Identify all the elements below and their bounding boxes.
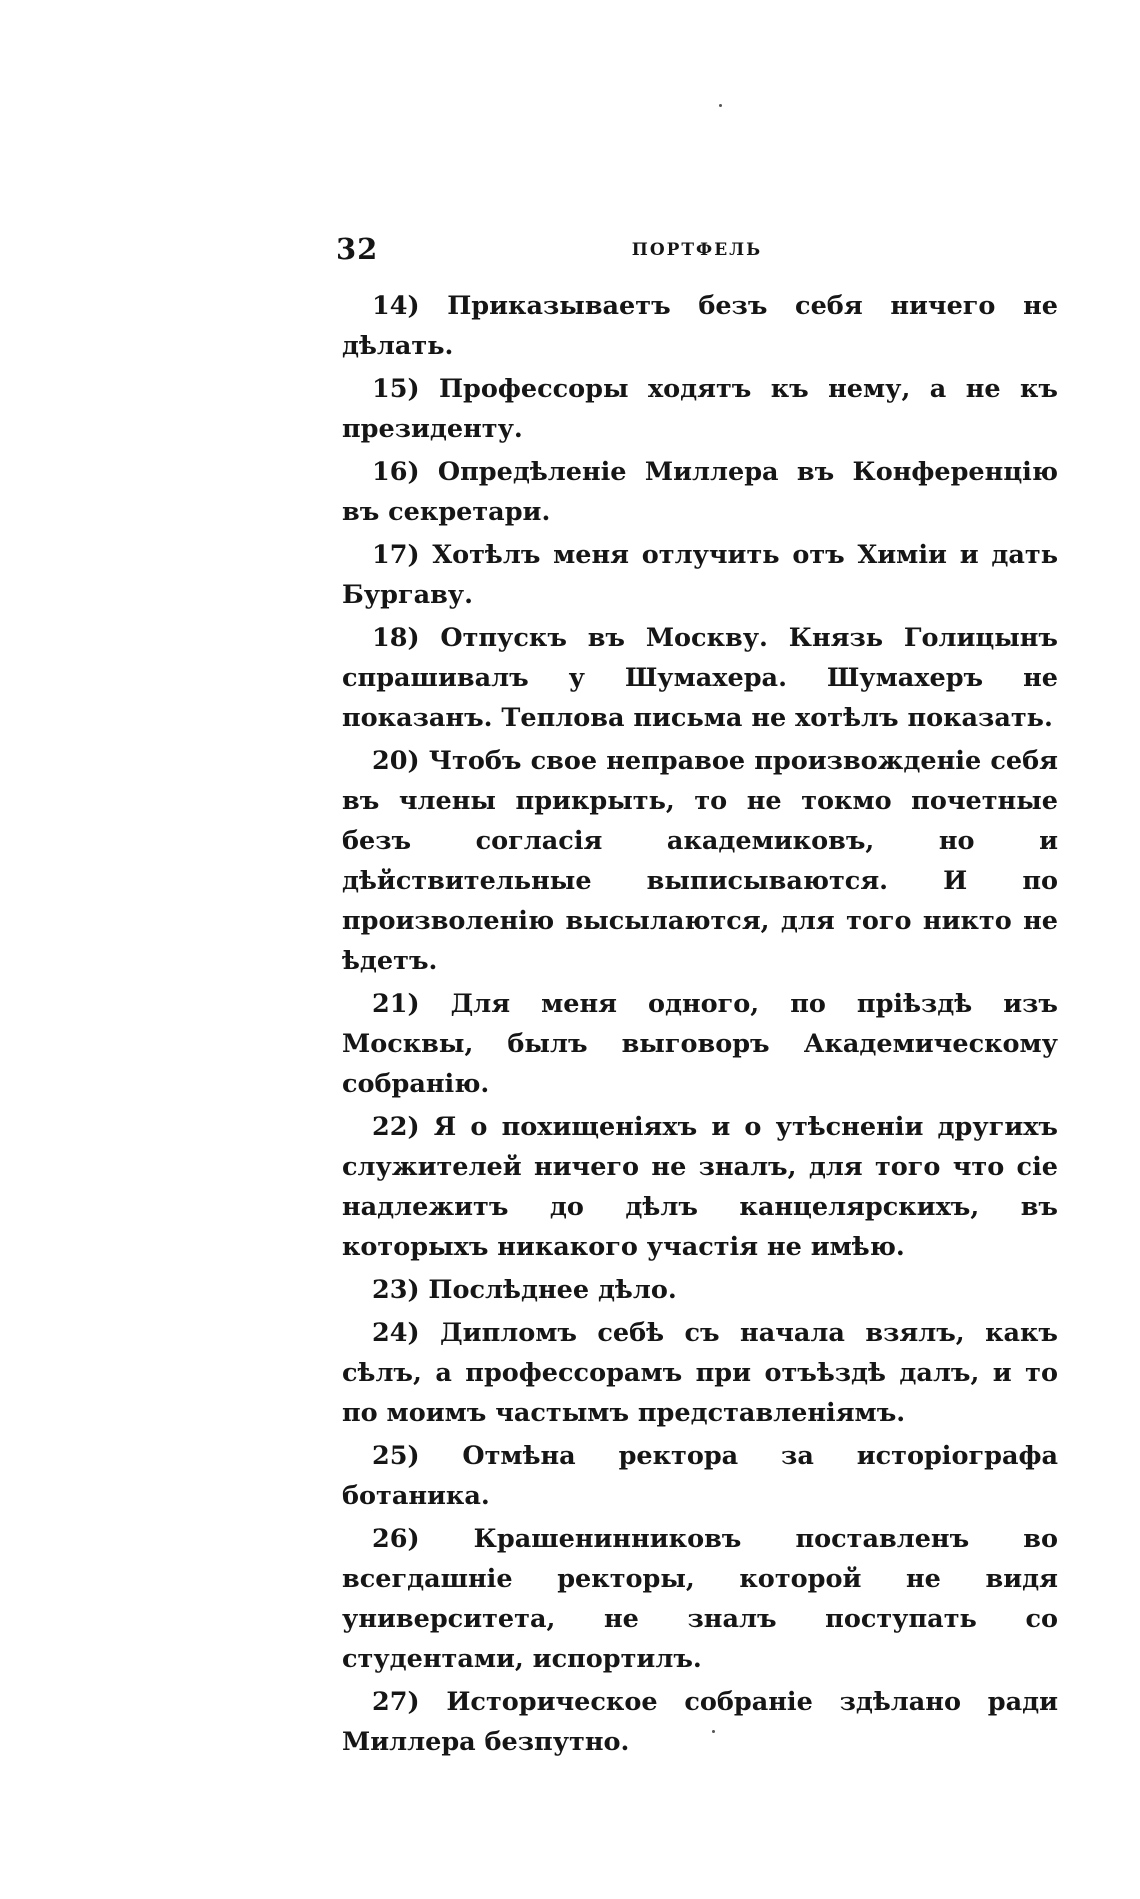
list-item: 15) Профессоры ходятъ къ нему, а не къ президенту. <box>342 374 1058 444</box>
list-item: 22) Я о похищеніяхъ и о утѣсненіи другихъ служителей ничего не зналъ, для того что сіе надлежитъ до дѣлъ канцелярскихъ, въ которыхъ никакого участія не имѣю. <box>342 1112 1058 1262</box>
list-item: 21) Для меня одного, по пріѣздѣ изъ Москвы, былъ выговоръ Академическому собранію. <box>342 989 1058 1099</box>
body-text <box>342 286 1058 1765</box>
scan-speck <box>719 104 722 107</box>
page-number: 32 <box>336 232 379 266</box>
list-item: 26) Крашенинниковъ поставленъ во всегдашніе ректоры, которой не видя университета, не зналъ поступать со студентами, испортилъ. <box>342 1524 1058 1674</box>
list-item: 20) Чтобъ свое неправое произвожденіе себя въ члены прикрыть, то не токмо почетные безъ согласія академиковъ, но и дѣйствительные выписываются. И по произволенію высылаются, для того никто не ѣдетъ. <box>342 746 1058 976</box>
list-item: 27) Историческое собраніе здѣлано ради Миллера безпутно. <box>342 1687 1058 1757</box>
list-item: 25) Отмѣна ректора за исторіографа ботаника. <box>342 1441 1058 1511</box>
list-item: 16) Опредѣленіе Миллера въ Конференцію въ секретари. <box>342 457 1058 527</box>
running-title: ПОРТФЕЛЬ <box>631 240 763 260</box>
list-item: 18) Отпускъ въ Москву. Князь Голицынъ спрашивалъ у Шумахера. Шумахеръ не показанъ. Теплова письма не хотѣлъ показать. <box>342 623 1058 733</box>
list-item: 24) Дипломъ себѣ съ начала взялъ, какъ сѣлъ, а профессорамъ при отъѣздѣ далъ, и то по моимъ частымъ представленіямъ. <box>342 1318 1058 1428</box>
list-item: 17) Хотѣлъ меня отлучить отъ Химіи и дать Бургаву. <box>342 540 1058 610</box>
scan-speck <box>712 1730 715 1733</box>
list-item: 14) Приказываетъ безъ себя ничего не дѣлать. <box>342 291 1058 361</box>
list-item: 23) Послѣднее дѣло. <box>372 1275 677 1305</box>
page-header <box>336 232 1058 272</box>
